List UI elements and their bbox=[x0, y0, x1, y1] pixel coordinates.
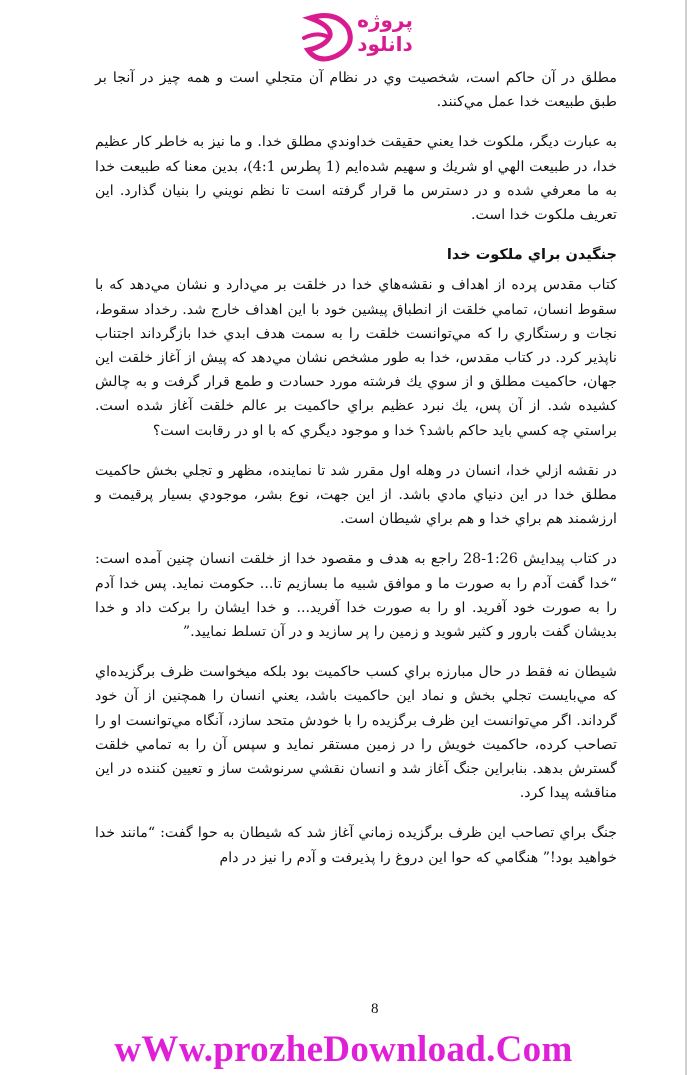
paragraph: شيطان نه فقط در حال مبارزه براي كسب حاكميت بود بلكه ميخواست ظرف برگزيده‌اي كه مي‌بايست تجلي بخش و نماد اين حاكميت باشد، يعني انسان را همچنين از آن خود گرداند. اگر مي‌توانست اين ظرف برگزيده را با خودش متحد سازد، آنگاه مي‌توانست او را تصاحب كرده، حاكميت خويش را در زمين مستقر نمايد و سپس آن را به تمامي خلقت گسترش بدهد. بنابراين جنگ آغاز شد و انسان نقشي سرنوشت ساز و تعيين كننده در اين مناقشه پيدا كرد. bbox=[95, 664, 617, 802]
paragraph: در كتاب پيدايش 1:26-28 راجع به هدف و مقصود خدا از خلقت انسان چنين آمده است: “خدا گفت آدم را به صورت ما و موافق شبيه ما بسازيم تا... حكومت نمايد. پس خدا آدم را به صورت خود آفريد. او را به صورت خدا آفريد... و خدا ايشان را بركت داد و خدا بديشان گفت بارور و كثير شويد و زمين را پر سازيد و در آن تسلط نماييد.” bbox=[95, 551, 617, 641]
paragraph: جنگ براي تصاحب اين ظرف برگزيده زماني آغاز شد كه شيطان به حوا گفت: “مانند خدا خواهيد بود!” هنگامي كه حوا اين دروغ را پذيرفت و آدم را نيز در دام bbox=[95, 825, 617, 866]
section-heading: جنگيدن براي ملكوت خدا bbox=[446, 247, 617, 264]
paragraph: مطلق در آن حاكم است، شخصيت وي در نظام آن متجلي است و همه چيز در آنجا بر طبق طبيعت خدا عمل مي‌كنند. bbox=[95, 70, 617, 111]
page-number: 8 bbox=[371, 1001, 379, 1017]
logo-text: پروژه دانلود bbox=[357, 8, 413, 56]
paragraph: كتاب مقدس پرده از اهداف و نقشه‌هاي خدا در خلقت بر مي‌دارد و نشان مي‌دهد كه با سقوط انسان، تمامي خلقت از انطباق پيشين خود با اين اهداف خارج شد. رخداد سقوط، نجات و رستگاري را كه مي‌توانست خلقت را به سمت هدف ابدي خدا بازگرداند اجتناب ناپذير كرد. در كتاب مقدس، خدا به طور مشخص نشان مي‌دهد كه پيش از آغاز خلقت اين جهان، حاكميت مطلق و از سوي يك فرشته مورد حسادت و طمع قرار گرفت و به چالش كشيده شد. از آن پس، يك نبرد عظيم براي حاكميت بر عالم خلقت آغاز شده است. براستي چه كسي بايد حاكم باشد؟ خدا و موجود ديگري كه با او در رقابت است؟ bbox=[95, 277, 617, 439]
paragraph: به عبارت ديگر، ملكوت خدا يعني حقيقت خداوندي مطلق خدا. و ما نيز به خاطر كار عظيم خدا، در طبيعت الهي او شريك و سهيم شده‌ايم (1 پطرس 4:1)، بدين معنا كه طبيعت خدا به ما معرفي شده و در دسترس ما قرار گرفته است تا نظم نويني را بنيان گذارد. اين تعريف ملكوت خدا است. bbox=[95, 134, 617, 224]
document-page bbox=[95, 66, 617, 886]
paragraph: در نقشه ازلي خدا، انسان در وهله اول مقرر شد تا نماينده، مظهر و تجلي بخش حاكميت مطلق خدا در اين دنياي مادي باشد. از اين جهت، نوع بشر، موجودي بسيار پرقيمت و ارزشمند هم براي خدا و هم براي شيطان است. bbox=[95, 462, 617, 528]
watermark-link[interactable]: wWw.prozheDownload.Com bbox=[114, 1029, 573, 1070]
